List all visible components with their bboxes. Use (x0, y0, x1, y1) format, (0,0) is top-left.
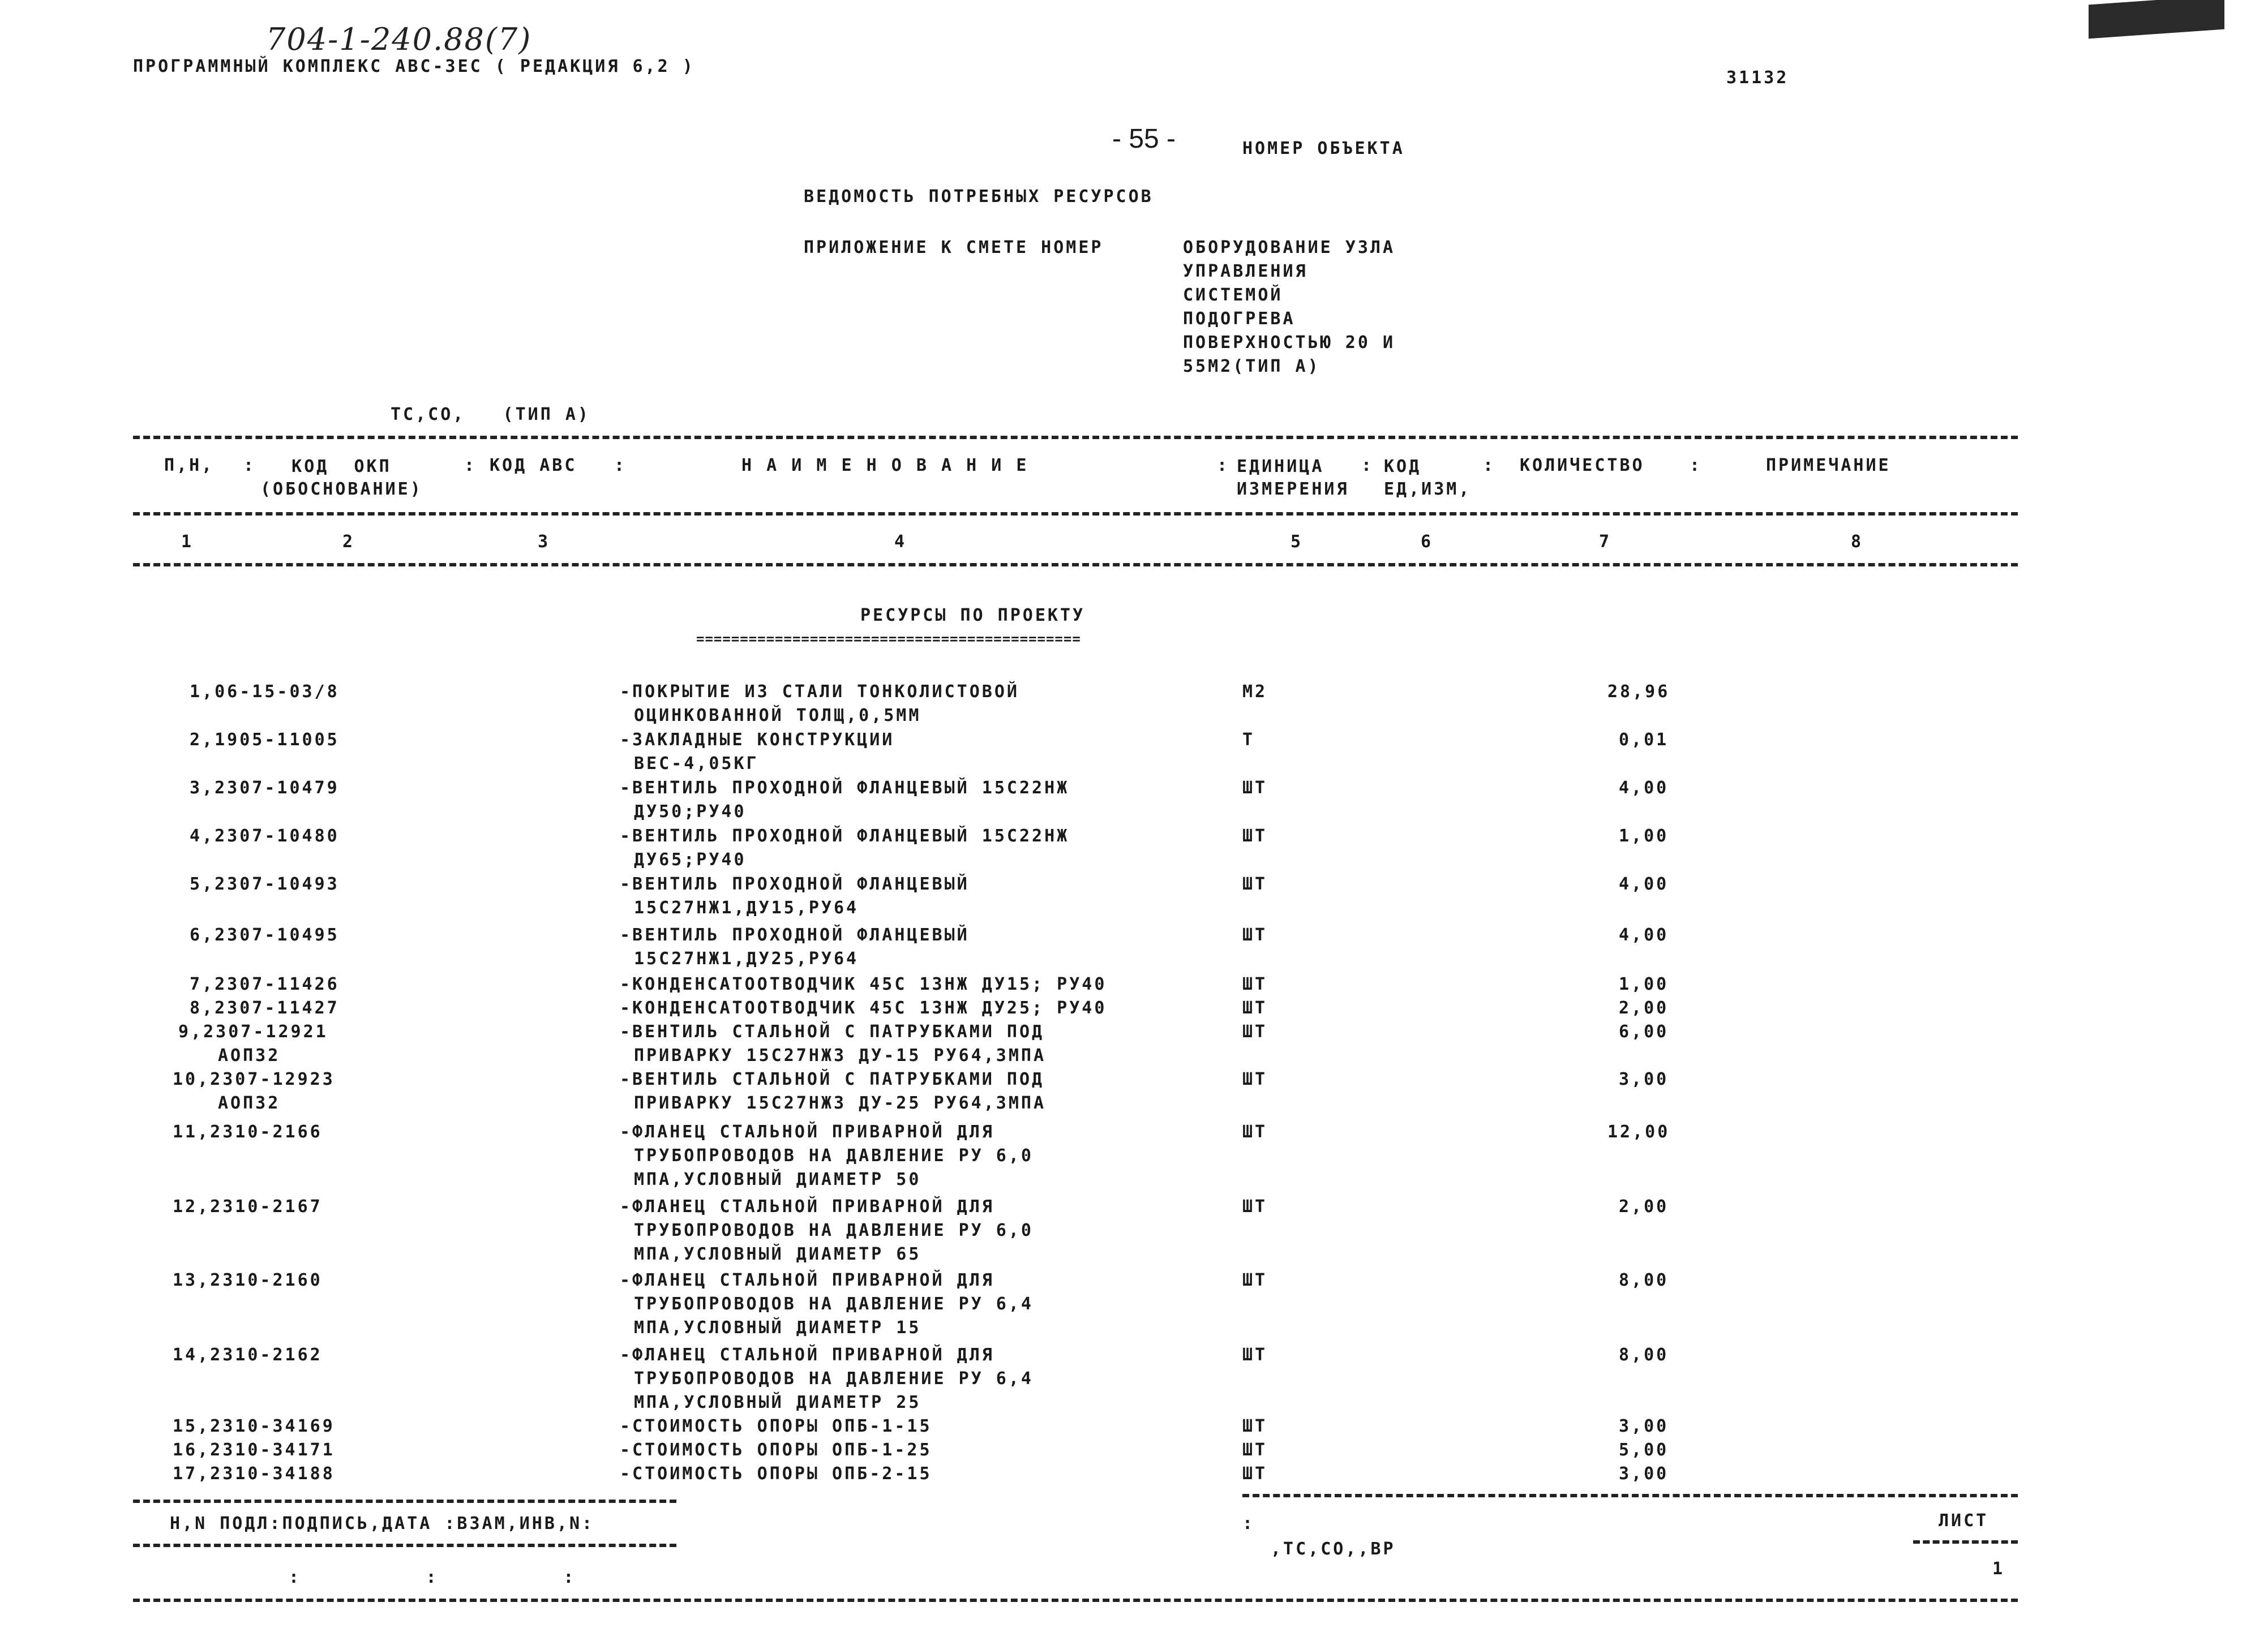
row-name-cont: 15С27НЖ1,ДУ15,РУ64 (634, 898, 859, 918)
sheet-number: 1 (1992, 1559, 2005, 1579)
section-underline: ============================================ (696, 631, 1081, 647)
col-header-pn: П,Н, (164, 456, 215, 475)
row-code: 17,2310-34188 (173, 1464, 335, 1484)
row-qty: 28,96 (1607, 682, 1670, 702)
col-number: 1 (181, 532, 194, 552)
row-name-cont: ДУ65;РУ40 (634, 850, 747, 870)
row-name-cont: ВЕС-4,05КГ (634, 754, 759, 774)
row-code: 7,2307-11426 (190, 974, 340, 994)
col-number: 5 (1291, 532, 1304, 552)
row-name-cont: ПРИВАРКУ 15С27НЖ3 ДУ-25 РУ64,3МПА (634, 1093, 1047, 1113)
row-name: -КОНДЕНСАТООТВОДЧИК 45С 13НЖ ДУ25; РУ40 (620, 998, 1107, 1018)
row-name: -ВЕНТИЛЬ СТАЛЬНОЙ С ПАТРУБКАМИ ПОД (620, 1022, 1045, 1042)
row-qty: 3,00 (1619, 1069, 1669, 1089)
section-title: РЕСУРСЫ ПО ПРОЕКТУ (860, 605, 1086, 625)
row-name: -ФЛАНЕЦ СТАЛЬНОЙ ПРИВАРНОЙ ДЛЯ (620, 1122, 994, 1142)
document-title: ВЕДОМОСТЬ ПОТРЕБНЫХ РЕСУРСОВ (804, 187, 1154, 207)
sheet-label: ЛИСТ (1939, 1511, 1989, 1531)
row-code-cont: АОП32 (218, 1093, 281, 1113)
row-code-cont: АОП32 (218, 1046, 281, 1066)
row-code: 15,2310-34169 (173, 1416, 335, 1436)
col-separator: : (243, 456, 254, 475)
col-separator: : (614, 456, 625, 475)
numbers-rule (133, 563, 2018, 566)
row-qty: 3,00 (1619, 1416, 1669, 1436)
row-unit: ШТ (1242, 826, 1268, 846)
table-top-rule (133, 436, 2018, 439)
appendix-line: СИСТЕМОЙ (1183, 285, 1283, 305)
row-unit: ШТ (1242, 1464, 1268, 1484)
appendix-line: ПОВЕРХНОСТЬЮ 20 И (1183, 333, 1396, 353)
row-qty: 4,00 (1619, 874, 1669, 894)
row-code: 12,2310-2167 (173, 1197, 323, 1217)
col-number: 3 (538, 532, 551, 552)
col-header-okp: КОД ОКП (ОБОСНОВАНИЕ) (260, 457, 423, 499)
col-separator: : (1361, 456, 1372, 475)
footer-rule-left (133, 1500, 676, 1503)
row-code: 16,2310-34171 (173, 1440, 335, 1460)
row-name: -СТОИМОСТЬ ОПОРЫ ОПБ-2-15 (620, 1464, 932, 1484)
row-code: 6,2307-10495 (190, 925, 340, 945)
page-number: - 55 - (1112, 124, 1176, 154)
row-unit: ШТ (1242, 998, 1268, 1018)
row-qty: 0,01 (1619, 730, 1669, 750)
row-name-cont: ОЦИНКОВАННОЙ ТОЛЩ,0,5ММ (634, 706, 921, 725)
row-name: -ВЕНТИЛЬ СТАЛЬНОЙ С ПАТРУБКАМИ ПОД (620, 1069, 1045, 1089)
type-line: ТС,СО, (ТИП А) (391, 405, 590, 424)
row-qty: 2,00 (1619, 998, 1669, 1018)
col-separator: : (1242, 1514, 1253, 1534)
handwritten-code: 704-1-240.88(7) (266, 22, 532, 57)
footer-rule-right (1242, 1494, 2018, 1497)
row-code: 13,2310-2160 (173, 1270, 323, 1290)
row-name: -ФЛАНЕЦ СТАЛЬНОЙ ПРИВАРНОЙ ДЛЯ (620, 1270, 994, 1290)
row-name-cont: ТРУБОПРОВОДОВ НА ДАВЛЕНИЕ РУ 6,0 (634, 1146, 1034, 1166)
col-header-name: Н А И М Е Н О В А Н И Е (741, 456, 1029, 475)
row-code: 10,2307-12923 (173, 1069, 335, 1089)
col-number: 7 (1599, 532, 1612, 552)
object-number-label: НОМЕР ОБЪЕКТА (1242, 139, 1405, 158)
row-unit: ШТ (1242, 1197, 1268, 1217)
row-unit: ШТ (1242, 1022, 1268, 1042)
row-name: -СТОИМОСТЬ ОПОРЫ ОПБ-1-15 (620, 1416, 932, 1436)
row-name: -ВЕНТИЛЬ ПРОХОДНОЙ ФЛАНЦЕВЫЙ (620, 925, 970, 945)
program-line: ПРОГРАММНЫЙ КОМПЛЕКС АВС-3ЕС ( РЕДАКЦИЯ 6,2 ) (133, 57, 695, 76)
row-code: 14,2310-2162 (173, 1345, 323, 1365)
row-qty: 4,00 (1619, 778, 1669, 798)
row-code: 3,2307-10479 (190, 778, 340, 798)
row-name: -СТОИМОСТЬ ОПОРЫ ОПБ-1-25 (620, 1440, 932, 1460)
row-name-cont: ДУ50;РУ40 (634, 802, 747, 822)
col-header-note: ПРИМЕЧАНИЕ (1766, 456, 1891, 475)
header-rule (133, 512, 2018, 516)
row-code: 11,2310-2166 (173, 1122, 323, 1142)
row-name-cont: МПА,УСЛОВНЫЙ ДИАМЕТР 50 (634, 1170, 921, 1189)
row-qty: 8,00 (1619, 1345, 1669, 1365)
row-code: 8,2307-11427 (190, 998, 340, 1018)
footer-rule-left-mid (133, 1544, 676, 1547)
row-name-cont: ТРУБОПРОВОДОВ НА ДАВЛЕНИЕ РУ 6,4 (634, 1369, 1034, 1389)
row-name: -ЗАКЛАДНЫЕ КОНСТРУКЦИИ (620, 730, 895, 750)
col-number: 6 (1421, 532, 1434, 552)
row-name-cont: МПА,УСЛОВНЫЙ ДИАМЕТР 65 (634, 1244, 921, 1264)
row-name: -КОНДЕНСАТООТВОДЧИК 45С 13НЖ ДУ15; РУ40 (620, 974, 1107, 994)
col-number: 2 (342, 532, 355, 552)
row-unit: ШТ (1242, 778, 1268, 798)
row-unit: Т (1242, 730, 1255, 750)
col-header-abc: КОД АВС (490, 456, 577, 475)
row-name: -ФЛАНЕЦ СТАЛЬНОЙ ПРИВАРНОЙ ДЛЯ (620, 1197, 994, 1217)
row-qty: 6,00 (1619, 1022, 1669, 1042)
col-header-unit-code: КОД ЕД,ИЗМ, (1384, 457, 1472, 499)
row-code: 1,06-15-03/8 (190, 682, 340, 702)
col-number: 4 (894, 532, 907, 552)
appendix-label: ПРИЛОЖЕНИЕ К СМЕТЕ НОМЕР (804, 238, 1104, 257)
row-name: -ВЕНТИЛЬ ПРОХОДНОЙ ФЛАНЦЕВЫЙ 15С22НЖ (620, 778, 1070, 798)
row-unit: ШТ (1242, 1069, 1268, 1089)
scan-corner-mark (2089, 0, 2224, 38)
row-code: 2,1905-11005 (190, 730, 340, 750)
row-name-cont: МПА,УСЛОВНЫЙ ДИАМЕТР 25 (634, 1393, 921, 1412)
row-unit: ШТ (1242, 1122, 1268, 1142)
col-separator: : (1483, 456, 1494, 475)
row-name: -ВЕНТИЛЬ ПРОХОДНОЙ ФЛАНЦЕВЫЙ (620, 874, 970, 894)
sheet-rule (1913, 1540, 2018, 1544)
row-name-cont: ТРУБОПРОВОДОВ НА ДАВЛЕНИЕ РУ 6,4 (634, 1294, 1034, 1314)
row-qty: 8,00 (1619, 1270, 1669, 1290)
row-code: 9,2307-12921 (178, 1022, 328, 1042)
row-unit: М2 (1242, 682, 1268, 702)
row-qty: 4,00 (1619, 925, 1669, 945)
row-unit: ШТ (1242, 1345, 1268, 1365)
row-code: 5,2307-10493 (190, 874, 340, 894)
row-qty: 1,00 (1619, 974, 1669, 994)
col-header-quantity: КОЛИЧЕСТВО (1520, 456, 1645, 475)
row-unit: ШТ (1242, 974, 1268, 994)
row-unit: ШТ (1242, 1416, 1268, 1436)
row-name-cont: 15С27НЖ1,ДУ25,РУ64 (634, 949, 859, 969)
row-unit: ШТ (1242, 1270, 1268, 1290)
appendix-line: ПОДОГРЕВА (1183, 309, 1296, 329)
row-qty: 1,00 (1619, 826, 1669, 846)
row-qty: 2,00 (1619, 1197, 1669, 1217)
row-code: 4,2307-10480 (190, 826, 340, 846)
row-name: -ПОКРЫТИЕ ИЗ СТАЛИ ТОНКОЛИСТОВОЙ (620, 682, 1019, 702)
row-name-cont: ТРУБОПРОВОДОВ НА ДАВЛЕНИЕ РУ 6,0 (634, 1221, 1034, 1240)
col-number: 8 (1851, 532, 1864, 552)
signature-row: : : : (289, 1567, 576, 1587)
col-separator: : (1217, 456, 1228, 475)
row-unit: ШТ (1242, 874, 1268, 894)
row-name: -ФЛАНЕЦ СТАЛЬНОЙ ПРИВАРНОЙ ДЛЯ (620, 1345, 994, 1365)
signature-header: Н,N ПОДЛ:ПОДПИСЬ,ДАТА :ВЗАМ,ИНВ,N: (170, 1514, 595, 1534)
appendix-line: 55М2(ТИП А) (1183, 356, 1321, 376)
row-name-cont: ПРИВАРКУ 15С27НЖ3 ДУ-15 РУ64,3МПА (634, 1046, 1047, 1066)
col-header-unit: ЕДИНИЦА ИЗМЕРЕНИЯ (1237, 457, 1349, 499)
row-qty: 5,00 (1619, 1440, 1669, 1460)
row-qty: 3,00 (1619, 1464, 1669, 1484)
col-separator: : (1690, 456, 1700, 475)
row-name-cont: МПА,УСЛОВНЫЙ ДИАМЕТР 15 (634, 1318, 921, 1338)
row-unit: ШТ (1242, 925, 1268, 945)
appendix-line: УПРАВЛЕНИЯ (1183, 261, 1308, 281)
row-qty: 12,00 (1607, 1122, 1670, 1142)
stamp-code: ,ТС,СО,,ВР (1271, 1539, 1396, 1559)
col-separator: : (464, 456, 475, 475)
row-unit: ШТ (1242, 1440, 1268, 1460)
doc-number: 31132 (1726, 68, 1789, 88)
appendix-line: ОБОРУДОВАНИЕ УЗЛА (1183, 238, 1396, 257)
row-name: -ВЕНТИЛЬ ПРОХОДНОЙ ФЛАНЦЕВЫЙ 15С22НЖ (620, 826, 1070, 846)
footer-bottom-rule (133, 1599, 2018, 1602)
